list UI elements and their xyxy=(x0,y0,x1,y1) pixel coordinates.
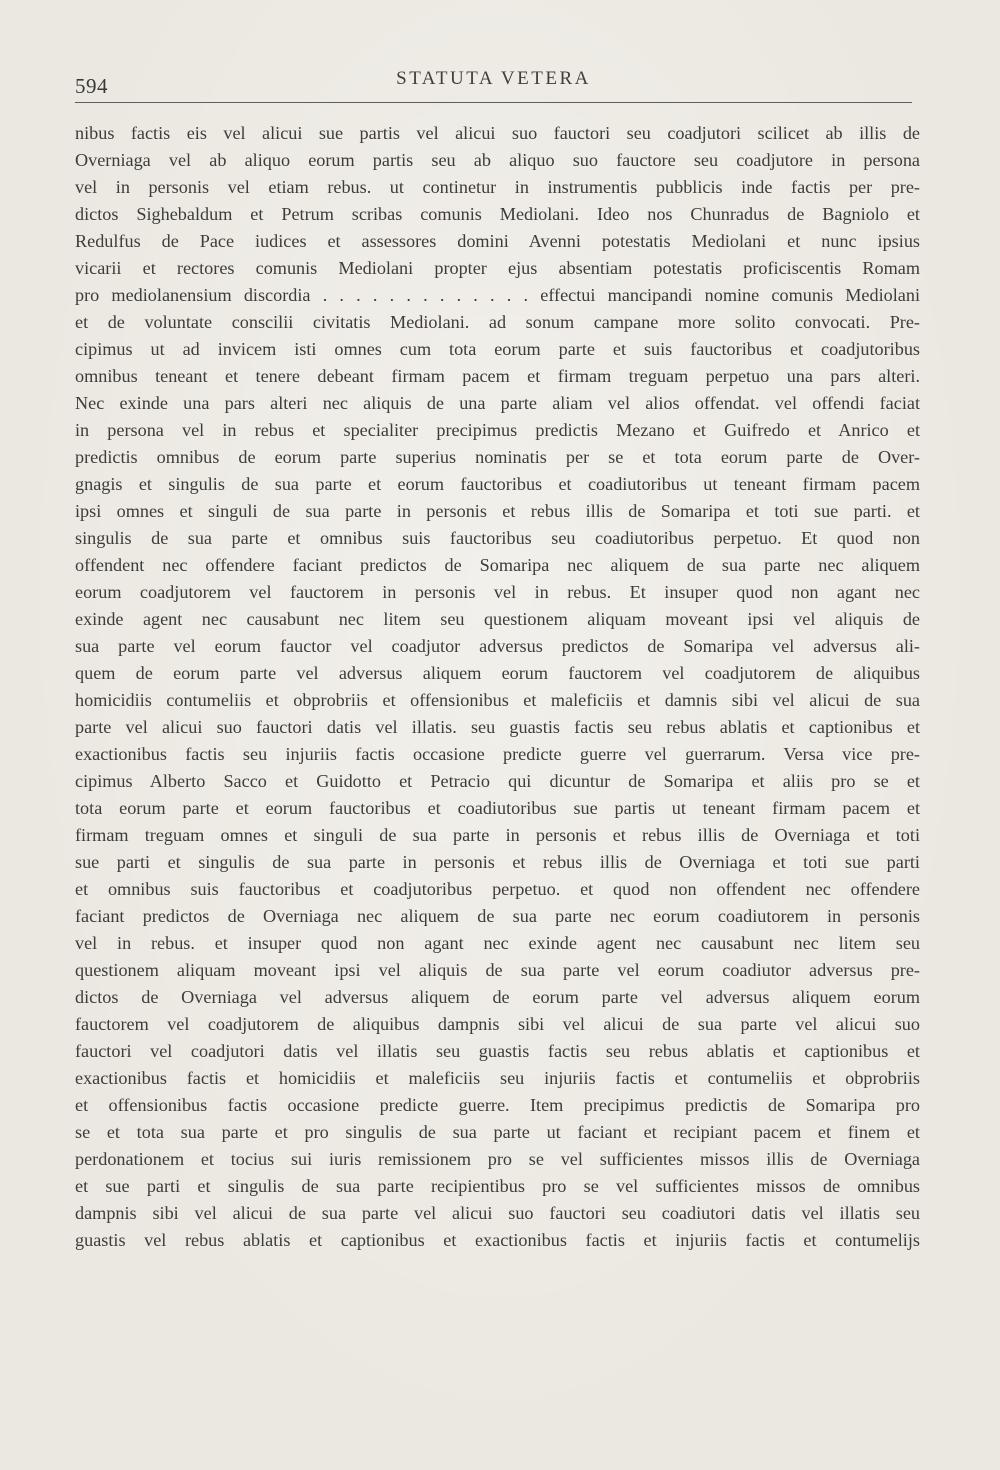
header-rule xyxy=(75,102,912,103)
text-line: et omnibus suis fauctoribus et coadjutoribus perpetuo. et quod non offendent nec offendere xyxy=(75,879,920,899)
text-line: exactionibus factis et homicidiis et maleficiis seu injuriis factis et contumeliis et obprobriis xyxy=(75,1068,920,1088)
text-line: nibus factis eis vel alicui sue partis vel alicui suo fauctori seu coadjutori scilicet ab illis de xyxy=(75,123,920,143)
text-line: faciant predictos de Overniaga nec aliquem de sua parte nec eorum coadiutorem in personis xyxy=(75,906,920,926)
text-line: Nec exinde una pars alteri nec aliquis de una parte aliam vel alios offendat. vel offendi faciat xyxy=(75,393,920,413)
text-line: offendent nec offendere faciant predictos de Somaripa nec aliquem de sua parte nec aliquem xyxy=(75,555,920,575)
text-line: in persona vel in rebus et specialiter precipimus predictis Mezano et Guifredo et Anrico et xyxy=(75,420,920,440)
text-line: ipsi omnes et singuli de sua parte in personis et rebus illis de Somaripa et toti sue parti. et xyxy=(75,501,920,521)
text-line: dictos Sighebaldum et Petrum scribas comunis Mediolani. Ideo nos Chunradus de Bagniolo et xyxy=(75,204,920,224)
text-line: fauctorem vel coadjutorem de aliquibus dampnis sibi vel alicui de sua parte vel alicui suo xyxy=(75,1014,920,1034)
text-line: et sue parti et singulis de sua parte recipientibus pro se vel sufficientes missos de omnibus xyxy=(75,1176,920,1196)
text-line: perdonationem et tocius sui iuris remissionem pro se vel sufficientes missos illis de Overniaga xyxy=(75,1149,920,1169)
text-line: se et tota sua parte et pro singulis de sua parte ut faciant et recipiant pacem et finem et xyxy=(75,1122,920,1142)
body-text xyxy=(75,120,920,1254)
text-line: predictis omnibus de eorum parte superius nominatis per se et tota eorum parte de Over- xyxy=(75,447,920,467)
text-line: Redulfus de Pace iudices et assessores domini Avenni potestatis Mediolani et nunc ipsius xyxy=(75,231,920,251)
text-line: cipimus Alberto Sacco et Guidotto et Petracio qui dicuntur de Somaripa et aliis pro se et xyxy=(75,771,920,791)
text-line: cipimus ut ad invicem isti omnes cum tota eorum parte et suis fauctoribus et coadjutoribus xyxy=(75,339,920,359)
text-line: parte vel alicui suo fauctori datis vel illatis. seu guastis factis seu rebus ablatis et captionibus et xyxy=(75,717,920,737)
page-header xyxy=(75,62,912,102)
text-line: vel in rebus. et insuper quod non agant nec exinde agent nec causabunt nec litem seu xyxy=(75,933,920,953)
text-line: firmam treguam omnes et singuli de sua parte in personis et rebus illis de Overniaga et toti xyxy=(75,825,920,845)
text-line: vicarii et rectores comunis Mediolani propter ejus absentiam potestatis proficiscentis Romam xyxy=(75,258,920,278)
text-line: dampnis sibi vel alicui de sua parte vel alicui suo fauctori seu coadiutori datis vel illatis seu xyxy=(75,1203,920,1223)
text-line: eorum coadjutorem vel fauctorem in personis vel in rebus. Et insuper quod non agant nec xyxy=(75,582,920,602)
text-line: omnibus teneant et tenere debeant firmam pacem et firmam treguam perpetuo una pars alteri. xyxy=(75,366,920,386)
text-line: tota eorum parte et eorum fauctoribus et coadiutoribus sue partis ut teneant firmam pacem et xyxy=(75,798,920,818)
text-line: dictos de Overniaga vel adversus aliquem de eorum parte vel adversus aliquem eorum xyxy=(75,987,920,1007)
text-line: et offensionibus factis occasione predicte guerre. Item precipimus predictis de Somaripa pro xyxy=(75,1095,920,1115)
text-line: quem de eorum parte vel adversus aliquem eorum fauctorem vel coadjutorem de aliquibus xyxy=(75,663,920,683)
page-number: 594 xyxy=(75,74,108,98)
text-line: sua parte vel eorum fauctor vel coadjutor adversus predictos de Somaripa vel adversus ali- xyxy=(75,636,920,656)
text-line: et de voluntate conscilii civitatis Mediolani. ad sonum campane more solito convocati. Pre- xyxy=(75,312,920,332)
text-line: Overniaga vel ab aliquo eorum partis seu ab aliquo suo fauctore seu coadjutore in persona xyxy=(75,150,920,170)
text-line: exactionibus factis seu injuriis factis occasione predicte guerre vel guerrarum. Versa vice pre- xyxy=(75,744,920,764)
text-line: homicidiis contumeliis et obprobriis et offensionibus et maleficiis et damnis sibi vel alicui de sua xyxy=(75,690,920,710)
text-line: pro mediolanensium discordia . . . . . . . . . . . . . effectui mancipandi nomine comunis Mediolani xyxy=(75,285,920,305)
text-line: guastis vel rebus ablatis et captionibus et exactionibus factis et injuriis factis et contumelijs xyxy=(75,1230,920,1250)
text-line: singulis de sua parte et omnibus suis fauctoribus seu coadiutoribus perpetuo. Et quod non xyxy=(75,528,920,548)
text-line: fauctori vel coadjutori datis vel illatis seu guastis factis seu rebus ablatis et captionibus et xyxy=(75,1041,920,1061)
text-line: vel in personis vel etiam rebus. ut continetur in instrumentis pubblicis inde factis per pre- xyxy=(75,177,920,197)
text-line: gnagis et singulis de sua parte et eorum fauctoribus et coadiutoribus ut teneant firmam pacem xyxy=(75,474,920,494)
running-title: STATUTA VETERA xyxy=(396,68,591,89)
text-line: sue parti et singulis de sua parte in personis et rebus illis de Overniaga et toti sue parti xyxy=(75,852,920,872)
text-line: exinde agent nec causabunt nec litem seu questionem aliquam moveant ipsi vel aliquis de xyxy=(75,609,920,629)
text-line: questionem aliquam moveant ipsi vel aliquis de sua parte vel eorum coadiutor adversus pre- xyxy=(75,960,920,980)
